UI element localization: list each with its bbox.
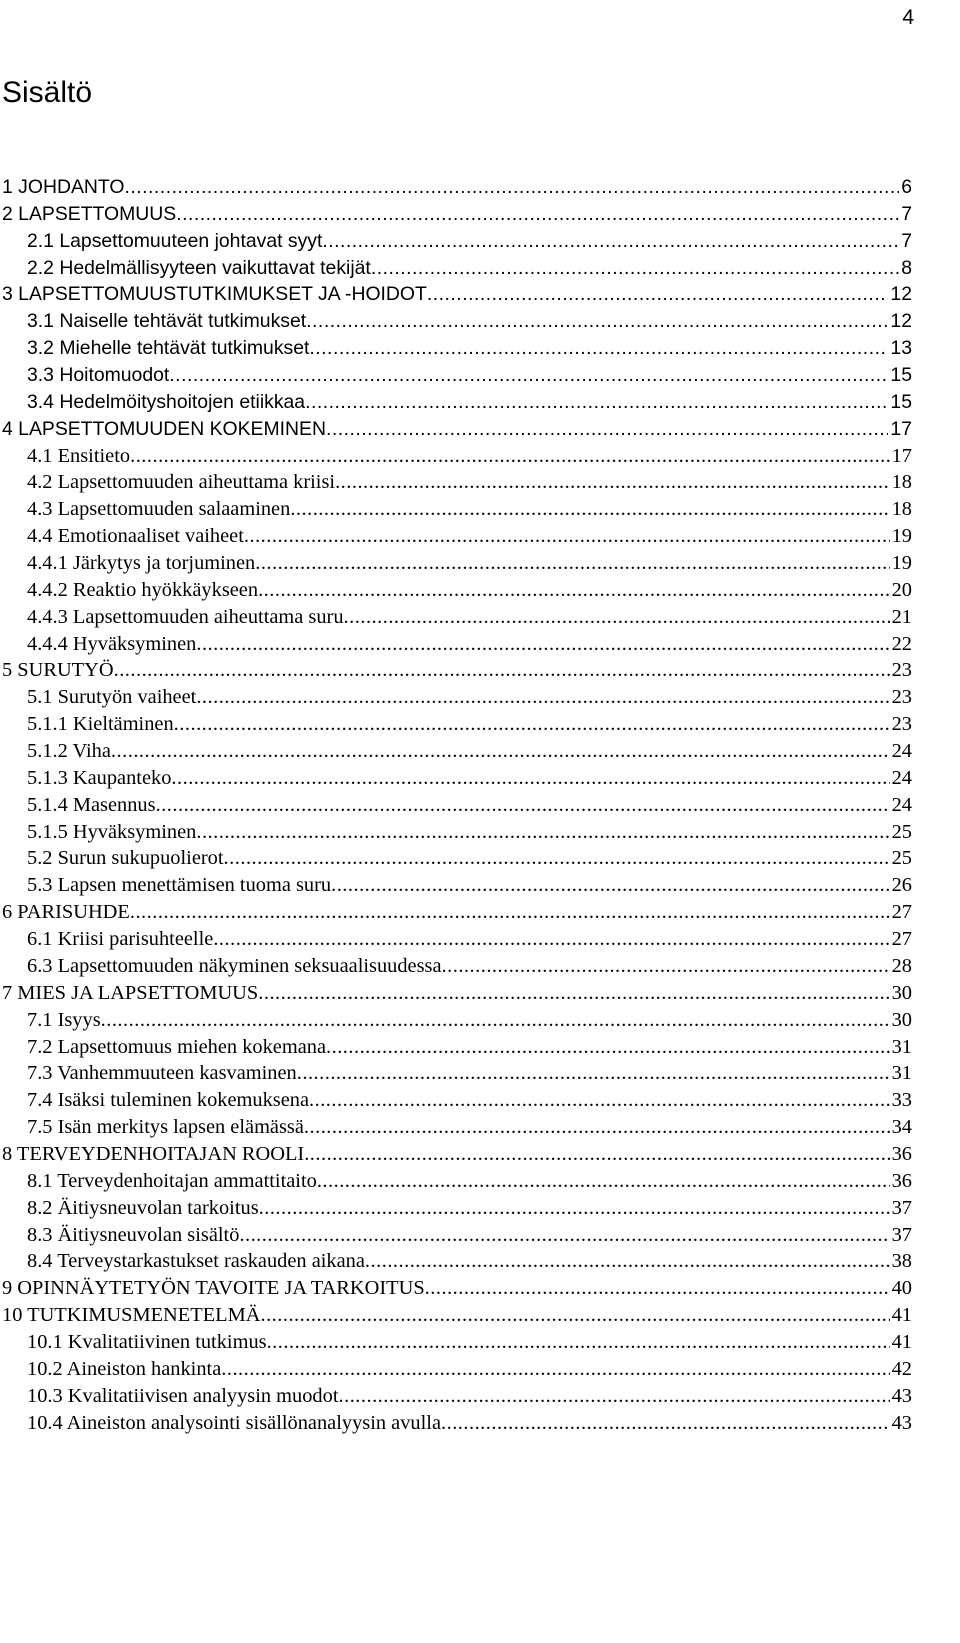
toc-entry-label: 8.3 Äitiysneuvolan sisältö <box>27 1223 240 1246</box>
toc-dot-leader <box>304 1114 890 1141</box>
toc-entry-label: 2.1 Lapsettomuuteen johtavat syyt <box>27 229 323 252</box>
toc-dot-leader <box>309 1087 890 1114</box>
toc-entry[interactable] <box>2 953 912 980</box>
toc-entry[interactable] <box>2 1007 912 1034</box>
toc-entry[interactable] <box>2 1356 912 1383</box>
toc-entry-label: 7.2 Lapsettomuus miehen kokemana <box>27 1035 326 1058</box>
toc-entry-label: 4.4.2 Reaktio hyökkäykseen <box>27 578 259 601</box>
toc-entry-label: 3.1 Naiselle tehtävät tutkimukset <box>27 310 307 333</box>
toc-dot-leader <box>326 416 888 443</box>
toc-dot-leader <box>213 926 889 953</box>
toc-entry-page: 27 <box>891 901 912 924</box>
toc-dot-leader <box>258 980 889 1007</box>
toc-dot-leader <box>441 1410 890 1437</box>
toc-entry[interactable] <box>2 1168 912 1195</box>
toc-entry-page: 23 <box>891 686 912 709</box>
toc-dot-leader <box>174 711 890 738</box>
toc-entry-page: 43 <box>891 1384 912 1407</box>
toc-dot-leader <box>267 1329 890 1356</box>
toc-entry-page: 36 <box>891 1142 912 1165</box>
toc-entry-label: 5.1.1 Kieltäminen <box>27 713 174 736</box>
toc-entry-label: 5.1.3 Kaupanteko <box>27 766 172 789</box>
toc-entry-label: 7.4 Isäksi tuleminen kokemuksena <box>27 1089 310 1112</box>
toc-entry[interactable] <box>2 899 912 926</box>
toc-entry-label: 3 LAPSETTOMUUSTUTKIMUKSET JA -HOIDOT <box>2 283 427 306</box>
toc-entry-label: 4 LAPSETTOMUUDEN KOKEMINEN <box>2 417 326 440</box>
toc-entry[interactable] <box>2 308 912 335</box>
toc-dot-leader <box>335 469 890 496</box>
toc-entry-label: 6.1 Kriisi parisuhteelle <box>27 928 214 951</box>
toc-entry[interactable] <box>2 1034 912 1061</box>
toc-entry-page: 34 <box>891 1116 912 1139</box>
toc-entry-label: 2 LAPSETTOMUUS <box>2 202 177 225</box>
toc-entry-label: 4.4.1 Järkytys ja torjuminen <box>27 552 256 575</box>
toc-entry-page: 24 <box>891 740 912 763</box>
toc-entry[interactable] <box>2 1060 912 1087</box>
toc-dot-leader <box>442 953 890 980</box>
toc-entry[interactable] <box>2 631 912 658</box>
toc-entry[interactable] <box>2 1329 912 1356</box>
toc-entry-page: 36 <box>891 1169 912 1192</box>
toc-entry-label: 5.1.4 Masennus <box>27 793 156 816</box>
toc-entry-page: 37 <box>891 1196 912 1219</box>
toc-entry-label: 6.3 Lapsettomuuden näkyminen seksuaalisuudessa <box>27 954 442 977</box>
toc-entry-page: 33 <box>891 1089 912 1112</box>
toc-entry-page: 27 <box>891 928 912 951</box>
toc-dot-leader <box>130 899 890 926</box>
toc-entry-page: 41 <box>891 1330 912 1353</box>
toc-entry-label: 5 SURUTYÖ <box>2 659 114 682</box>
toc-entry-page: 15 <box>890 390 912 413</box>
toc-dot-leader <box>425 1275 890 1302</box>
toc-entry-page: 31 <box>891 1035 912 1058</box>
toc-entry-page: 24 <box>891 793 912 816</box>
table-of-contents <box>2 174 912 1436</box>
toc-entry-page: 37 <box>891 1223 912 1246</box>
toc-entry-page: 17 <box>890 417 912 440</box>
toc-dot-leader <box>326 1034 890 1061</box>
toc-entry-label: 7.1 Isyys <box>27 1008 101 1031</box>
toc-dot-leader <box>309 335 888 362</box>
toc-entry[interactable] <box>2 469 912 496</box>
toc-entry[interactable] <box>2 1087 912 1114</box>
toc-entry-page: 7 <box>901 202 912 225</box>
toc-dot-leader <box>305 389 888 416</box>
toc-dot-leader <box>344 604 890 631</box>
toc-entry-label: 8 TERVEYDENHOITAJAN ROOLI <box>2 1142 305 1165</box>
toc-dot-leader <box>371 255 899 282</box>
toc-dot-leader <box>196 684 889 711</box>
toc-entry-page: 25 <box>891 820 912 843</box>
toc-entry[interactable] <box>2 1410 912 1437</box>
toc-dot-leader <box>239 1222 889 1249</box>
toc-entry[interactable] <box>2 550 912 577</box>
toc-dot-leader <box>317 1168 890 1195</box>
toc-dot-leader <box>130 443 890 470</box>
toc-entry-label: 4.4 Emotionaaliset vaiheet <box>27 525 244 548</box>
toc-dot-leader <box>101 1007 890 1034</box>
toc-entry-label: 4.1 Ensitieto <box>27 444 131 467</box>
toc-dot-leader <box>260 1302 889 1329</box>
toc-entry[interactable] <box>2 684 912 711</box>
toc-entry-page: 17 <box>891 444 912 467</box>
toc-entry-label: 8.2 Äitiysneuvolan tarkoitus <box>27 1196 259 1219</box>
toc-entry-page: 21 <box>891 605 912 628</box>
toc-entry[interactable] <box>2 1302 912 1329</box>
toc-entry-page: 19 <box>891 552 912 575</box>
toc-entry[interactable] <box>2 523 912 550</box>
toc-entry[interactable] <box>2 1383 912 1410</box>
page-number: 4 <box>902 6 914 29</box>
toc-entry-label: 7 MIES JA LAPSETTOMUUS <box>2 981 259 1004</box>
toc-entry-label: 4.2 Lapsettomuuden aiheuttama kriisi <box>27 471 336 494</box>
toc-dot-leader <box>114 657 890 684</box>
toc-entry-page: 42 <box>891 1357 912 1380</box>
toc-entry-label: 8.4 Terveystarkastukset raskauden aikana <box>27 1250 365 1273</box>
toc-entry-page: 18 <box>891 498 912 521</box>
toc-entry-label: 1 JOHDANTO <box>2 176 125 198</box>
toc-entry-page: 20 <box>891 578 912 601</box>
toc-dot-leader <box>244 523 890 550</box>
toc-entry[interactable] <box>2 819 912 846</box>
toc-dot-leader <box>124 174 899 201</box>
toc-entry-page: 31 <box>891 1062 912 1085</box>
toc-entry-page: 26 <box>891 874 912 897</box>
toc-entry-page: 25 <box>891 847 912 870</box>
toc-entry[interactable] <box>2 657 912 684</box>
toc-entry-label: 5.2 Surun sukupuolierot <box>27 847 224 870</box>
toc-entry-page: 40 <box>891 1277 912 1300</box>
toc-dot-leader <box>306 308 888 335</box>
toc-entry[interactable] <box>2 201 912 228</box>
toc-entry-label: 4.4.4 Hyväksyminen <box>27 632 197 655</box>
toc-entry-page: 7 <box>901 229 912 252</box>
toc-entry-label: 10.1 Kvalitatiivinen tutkimus <box>27 1330 267 1353</box>
toc-entry-page: 8 <box>901 256 912 279</box>
toc-entry-label: 6 PARISUHDE <box>2 901 130 924</box>
toc-entry-page: 22 <box>891 632 912 655</box>
toc-entry[interactable] <box>2 281 912 308</box>
toc-entry-label: 5.1 Surutyön vaiheet <box>27 686 197 709</box>
toc-entry-page: 41 <box>891 1304 912 1327</box>
toc-entry-label: 2.2 Hedelmällisyyteen vaikuttavat tekijät <box>27 256 371 279</box>
toc-entry[interactable] <box>2 577 912 604</box>
toc-entry[interactable] <box>2 255 912 282</box>
toc-entry[interactable] <box>2 738 912 765</box>
toc-entry[interactable] <box>2 980 912 1007</box>
toc-entry-label: 5.1.2 Viha <box>27 740 111 763</box>
toc-dot-leader <box>259 1195 890 1222</box>
toc-dot-leader <box>221 1356 889 1383</box>
toc-dot-leader <box>176 201 899 228</box>
toc-entry[interactable] <box>2 1275 912 1302</box>
toc-dot-leader <box>111 738 890 765</box>
toc-entry-page: 23 <box>891 713 912 736</box>
toc-entry-label: 5.1.5 Hyväksyminen <box>27 820 197 843</box>
toc-entry[interactable] <box>2 1141 912 1168</box>
toc-entry-label: 7.5 Isän merkitys lapsen elämässä <box>27 1116 304 1139</box>
toc-entry[interactable] <box>2 362 912 389</box>
toc-dot-leader <box>290 496 889 523</box>
toc-dot-leader <box>339 1383 890 1410</box>
toc-entry-page: 28 <box>891 954 912 977</box>
toc-entry-page: 30 <box>891 1008 912 1031</box>
toc-entry-label: 10.3 Kvalitatiivisen analyysin muodot <box>27 1384 339 1407</box>
toc-dot-leader <box>297 1060 890 1087</box>
toc-dot-leader <box>196 819 889 846</box>
toc-entry-page: 15 <box>890 364 912 387</box>
toc-entry[interactable] <box>2 604 912 631</box>
toc-entry-page: 12 <box>890 283 912 306</box>
toc-entry-page: 6 <box>901 176 912 198</box>
toc-dot-leader <box>304 1141 889 1168</box>
toc-dot-leader <box>196 631 889 658</box>
toc-entry-label: 10.2 Aineiston hankinta <box>27 1357 222 1380</box>
toc-entry[interactable] <box>2 1248 912 1275</box>
toc-entry-page: 30 <box>891 981 912 1004</box>
toc-entry-page: 19 <box>891 525 912 548</box>
toc-entry-label: 7.3 Vanhemmuuteen kasvaminen <box>27 1062 297 1085</box>
toc-entry[interactable] <box>2 174 912 201</box>
toc-entry[interactable] <box>2 872 912 899</box>
toc-dot-leader <box>224 845 890 872</box>
toc-dot-leader <box>331 872 890 899</box>
toc-entry[interactable] <box>2 1114 912 1141</box>
toc-entry[interactable] <box>2 1222 912 1249</box>
toc-entry-label: 5.3 Lapsen menettämisen tuoma suru <box>27 874 332 897</box>
toc-dot-leader <box>322 228 899 255</box>
toc-entry-label: 8.1 Terveydenhoitajan ammattitaito <box>27 1169 317 1192</box>
toc-entry-label: 4.4.3 Lapsettomuuden aiheuttama suru <box>27 605 344 628</box>
toc-entry-page: 23 <box>891 659 912 682</box>
toc-entry-page: 13 <box>890 337 912 360</box>
toc-entry-page: 43 <box>891 1411 912 1434</box>
toc-dot-leader <box>365 1248 890 1275</box>
toc-dot-leader <box>255 550 889 577</box>
toc-entry-page: 24 <box>891 766 912 789</box>
toc-dot-leader <box>427 281 889 308</box>
toc-entry-label: 10 TUTKIMUSMENETELMÄ <box>2 1304 261 1327</box>
toc-dot-leader <box>169 362 888 389</box>
page-title: Sisältö <box>2 76 93 109</box>
toc-entry[interactable] <box>2 711 912 738</box>
toc-entry-label: 3.3 Hoitomuodot <box>27 364 170 387</box>
toc-entry[interactable] <box>2 228 912 255</box>
toc-entry[interactable] <box>2 926 912 953</box>
toc-entry[interactable] <box>2 443 912 470</box>
toc-entry[interactable] <box>2 496 912 523</box>
toc-entry-label: 3.2 Miehelle tehtävät tutkimukset <box>27 337 310 360</box>
toc-entry[interactable] <box>2 765 912 792</box>
toc-entry-label: 3.4 Hedelmöityshoitojen etiikkaa <box>27 390 306 413</box>
toc-entry-page: 12 <box>890 310 912 333</box>
toc-entry-label: 4.3 Lapsettomuuden salaaminen <box>27 498 291 521</box>
toc-entry[interactable] <box>2 1195 912 1222</box>
toc-entry[interactable] <box>2 389 912 416</box>
toc-entry-page: 18 <box>891 471 912 494</box>
toc-entry-label: 10.4 Aineiston analysointi sisällönanalyysin avulla <box>27 1411 441 1434</box>
toc-dot-leader <box>258 577 890 604</box>
toc-entry[interactable] <box>2 335 912 362</box>
toc-entry[interactable] <box>2 416 912 443</box>
toc-entry-label: 9 OPINNÄYTETYÖN TAVOITE JA TARKOITUS <box>2 1277 425 1300</box>
toc-entry[interactable] <box>2 845 912 872</box>
toc-entry-page: 38 <box>891 1250 912 1273</box>
toc-dot-leader <box>156 792 890 819</box>
toc-entry[interactable] <box>2 792 912 819</box>
toc-dot-leader <box>171 765 889 792</box>
